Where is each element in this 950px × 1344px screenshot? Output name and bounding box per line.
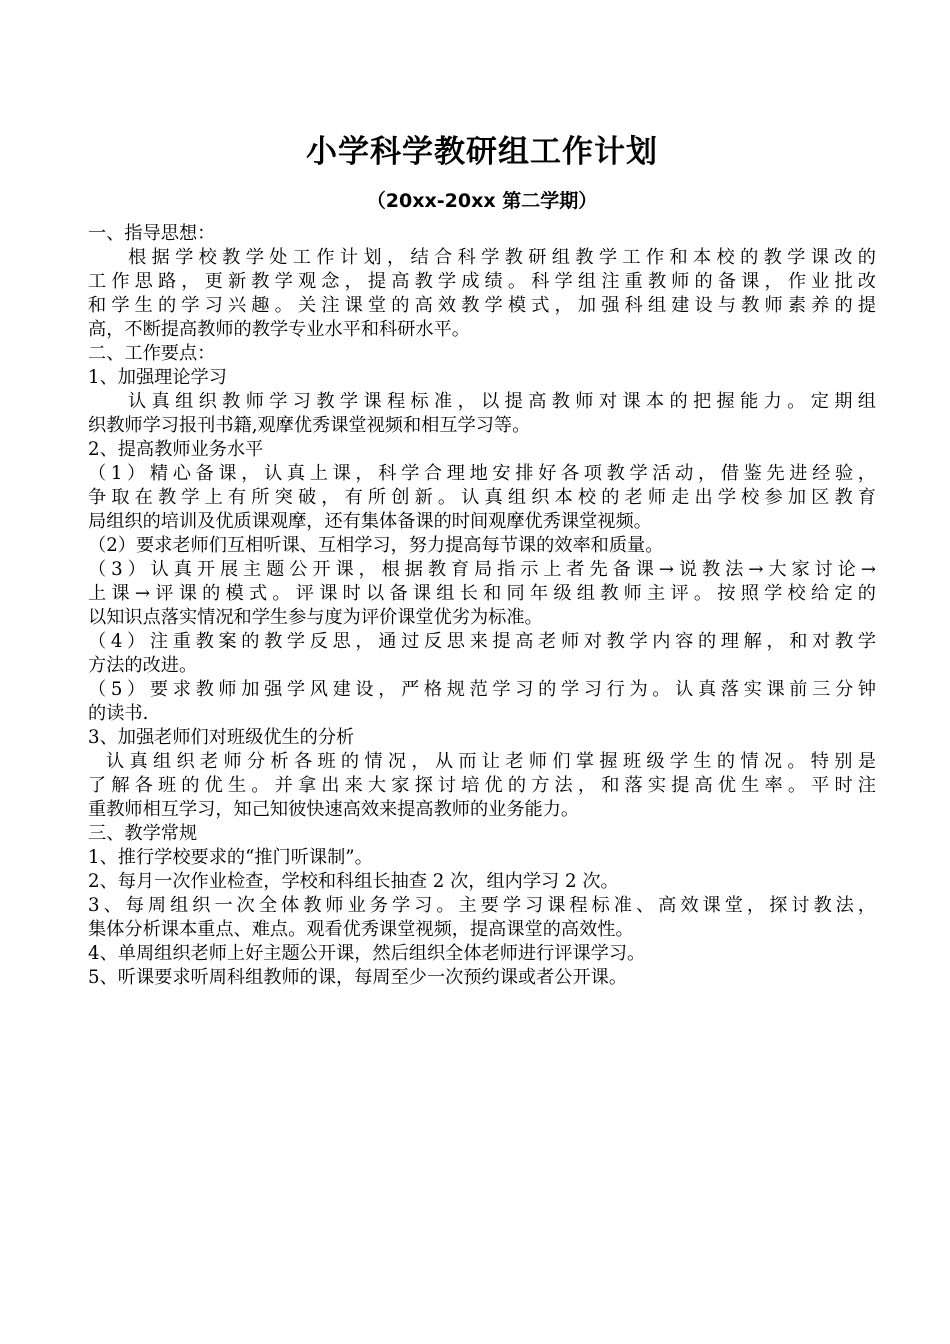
body-line: 二、工作要点：	[88, 343, 216, 364]
body-line: 1、加强理论学习	[88, 367, 227, 388]
document-page	[88, 128, 876, 990]
body-line: 认真组织老师分析各班的情况，从而让老师们掌握班级学生的情况。特别是	[106, 751, 876, 772]
body-line: 重教师相互学习，知己知彼快速高效来提高教师的业务能力。	[88, 799, 580, 820]
body-line: 高，不断提高教师的教学专业水平和科研水平。	[88, 319, 470, 340]
body-line: 5、听课要求听周科组教师的课，每周至少一次预约课或者公开课。	[88, 967, 628, 988]
body-line: 以知识点落实情况和学生参与度为评价课堂优劣为标准。	[88, 607, 543, 628]
body-line: 工作思路，更新教学观念，提高教学成绩。科学组注重教师的备课，作业批改	[88, 271, 876, 292]
body-line: 三、教学常规	[88, 823, 198, 844]
body-line: （3）认真开展主题公开课，根据教育局指示上者先备课→说教法→大家讨论→	[88, 559, 876, 580]
body-line: 根据学校教学处工作计划，结合科学教研组教学工作和本校的教学课改的	[128, 247, 876, 268]
body-line: 4、单周组织老师上好主题公开课，然后组织全体老师进行评课学习。	[88, 943, 646, 964]
body-line: 争取在教学上有所突破，有所创新。认真组织本校的老师走出学校参加区教育	[88, 487, 876, 508]
body-line: （4）注重教案的教学反思，通过反思来提高老师对教学内容的理解，和对教学	[88, 631, 876, 652]
document-body	[88, 222, 876, 990]
body-line: 一、指导思想：	[88, 223, 216, 244]
body-line: 2、每月一次作业检查，学校和科组长抽查 2 次，组内学习 2 次。	[88, 871, 619, 892]
body-line: 上课→评课的模式。评课时以备课组长和同年级组教师主评。按照学校给定的	[88, 583, 876, 604]
body-line: 方法的改进。	[88, 655, 198, 676]
body-line: 集体分析课本重点、难点。观看优秀课堂视频，提高课堂的高效性。	[88, 919, 634, 940]
body-line: 3、加强老师们对班级优生的分析	[88, 727, 355, 748]
body-line: 2、提高教师业务水平	[88, 439, 264, 460]
body-line: 3、每周组织一次全体教师业务学习。主要学习课程标准、高效课堂，探讨教法，	[88, 895, 876, 916]
body-line: 认真组织教师学习教学课程标准，以提高教师对课本的把握能力。定期组	[128, 391, 876, 412]
body-line: （1）精心备课，认真上课，科学合理地安排好各项教学活动，借鉴先进经验，	[88, 463, 876, 484]
document-title: 小学科学教研组工作计划	[306, 134, 658, 170]
body-line: 局组织的培训及优质课观摩，还有集体备课的时间观摩优秀课堂视频。	[88, 511, 652, 532]
body-line: 织教师学习报刊书籍,观摩优秀课堂视频和相互学习等。	[88, 415, 531, 436]
body-line: 了解各班的优生。并拿出来大家探讨培优的方法，和落实提高优生率。平时注	[88, 775, 876, 796]
body-line: （5）要求教师加强学风建设，严格规范学习的学习行为。认真落实课前三分钟	[88, 679, 876, 700]
body-line: （2）要求老师们互相听课、互相学习，努力提高每节课的效率和质量。	[88, 535, 664, 556]
document-subtitle: （20xx-20xx 第二学期）	[366, 190, 598, 212]
body-line: 的读书.	[88, 703, 149, 724]
body-line: 1、推行学校要求的“推门听课制”。	[88, 847, 373, 868]
body-line: 和学生的学习兴趣。关注课堂的高效教学模式，加强科组建设与教师素养的提	[88, 295, 876, 316]
